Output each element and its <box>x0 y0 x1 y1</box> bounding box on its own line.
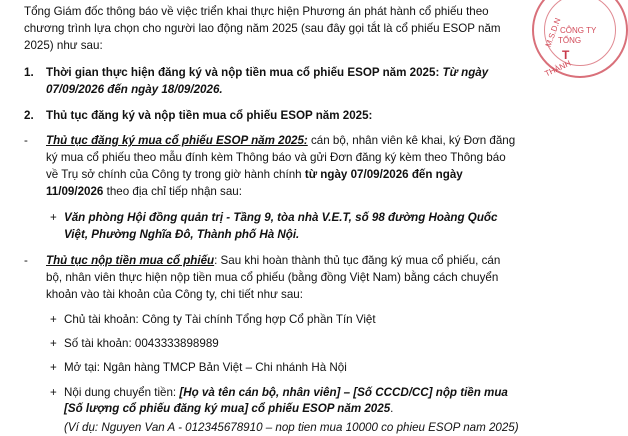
section-1-date-start: Từ ngày <box>442 66 489 79</box>
company-seal <box>532 0 628 78</box>
seal-text-thanh: THÀNH <box>543 58 573 79</box>
registration-date-to: 11/09/2026 <box>46 185 104 198</box>
intro-line-2: chương trình lựa chọn cho người lao động năm 2025 (sau đây gọi tắt là cổ phiếu ESOP năm <box>24 22 501 35</box>
registration-line-1 <box>46 133 515 149</box>
section-1-number: 1. <box>24 66 34 79</box>
seal-text-company: CÔNG TY <box>560 26 597 35</box>
intro-line-3: 2025) như sau: <box>24 39 103 52</box>
address-line-2: Việt, Phường Nghĩa Đô, Thành phố Hà Nội. <box>64 228 300 241</box>
section-2-number: 2. <box>24 109 34 122</box>
payment-line-2: bộ, nhân viên thực hiện nộp tiền mua cổ phiếu (bằng đồng Việt Nam) bằng cách chuyển <box>46 271 499 284</box>
registration-heading: Thủ tục đăng ký mua cổ phiếu ESOP năm 2025: <box>46 134 308 147</box>
registration-text-3: về Trụ sở chính của Công ty trong giờ hành chính <box>46 168 305 181</box>
account-number-plus: + <box>50 337 57 350</box>
payment-text-1: : Sau khi hoàn thành thủ tục đăng ký mua cổ phiếu, cán <box>214 254 501 267</box>
section-1-date-range: 07/09/2026 đến ngày 18/09/2026. <box>46 83 223 96</box>
transfer-content-line-2 <box>64 401 393 417</box>
transfer-content-period: . <box>390 402 394 415</box>
section-2-title: Thủ tục đăng ký và nộp tiền mua cổ phiếu ESOP năm 2025: <box>46 109 373 122</box>
payment-heading: Thủ tục nộp tiền mua cổ phiếu <box>46 254 215 267</box>
registration-line-2: ký mua cổ phiếu theo mẫu đính kèm Thông báo và gửi Đơn đăng ký kèm theo Thông báo <box>46 151 506 164</box>
transfer-content-line-1 <box>64 385 508 401</box>
seal-text-t: T <box>562 48 570 62</box>
seal-text-tong: TỔNG <box>558 36 582 45</box>
bank-plus: + <box>50 361 57 374</box>
account-holder-plus: + <box>50 313 57 326</box>
payment-line-1 <box>46 253 500 269</box>
registration-text-1: cán bộ, nhân viên kê khai, ký Đơn đăng <box>307 134 516 147</box>
intro-line-1: Tổng Giám đốc thông báo về việc triển khai thực hiện Phương án phát hành cổ phiếu theo <box>24 5 489 18</box>
section-1-title: Thời gian thực hiện đăng ký và nộp tiền mua cổ phiếu ESOP năm 2025: <box>46 66 443 79</box>
transfer-content-template-2: [Số lượng cổ phiếu đăng ký mua] cổ phiếu ESOP năm 2025 <box>64 402 391 415</box>
registration-date-from: từ ngày 07/09/2026 đến ngày <box>304 168 463 181</box>
section-1-line-1 <box>46 65 488 81</box>
bank-name: Mở tại: Ngân hàng TMCP Bản Việt – Chi nhánh Hà Nội <box>64 361 347 374</box>
registration-dash: - <box>24 134 28 147</box>
transfer-content-label: Nội dung chuyển tiền: <box>64 386 180 399</box>
transfer-content-template-1: [Họ và tên cán bộ, nhân viên] – [Số CCCD/CC] nộp tiền mua <box>179 386 508 399</box>
registration-line-4 <box>46 184 242 200</box>
transfer-example: (Ví dụ: Nguyen Van A - 012345678910 – nop tien mua 10000 co phieu ESOP nam 2025) <box>64 421 519 434</box>
seal-text-msdn: M.S.D.N <box>543 16 563 49</box>
registration-line-3 <box>46 167 463 183</box>
address-line-1: Văn phòng Hội đồng quản trị - Tầng 9, tòa nhà V.E.T, số 98 đường Hoàng Quốc <box>64 211 498 224</box>
address-plus: + <box>50 211 57 224</box>
registration-text-4: theo địa chỉ tiếp nhận sau: <box>103 185 242 198</box>
payment-line-3: khoản vào tài khoản của Công ty, chi tiết như sau: <box>46 288 303 301</box>
transfer-content-plus: + <box>50 386 57 399</box>
account-holder: Chủ tài khoản: Công ty Tài chính Tổng hợp Cổ phần Tín Việt <box>64 313 376 326</box>
account-number: Số tài khoản: 0043333898989 <box>64 337 219 350</box>
payment-dash: - <box>24 254 28 267</box>
